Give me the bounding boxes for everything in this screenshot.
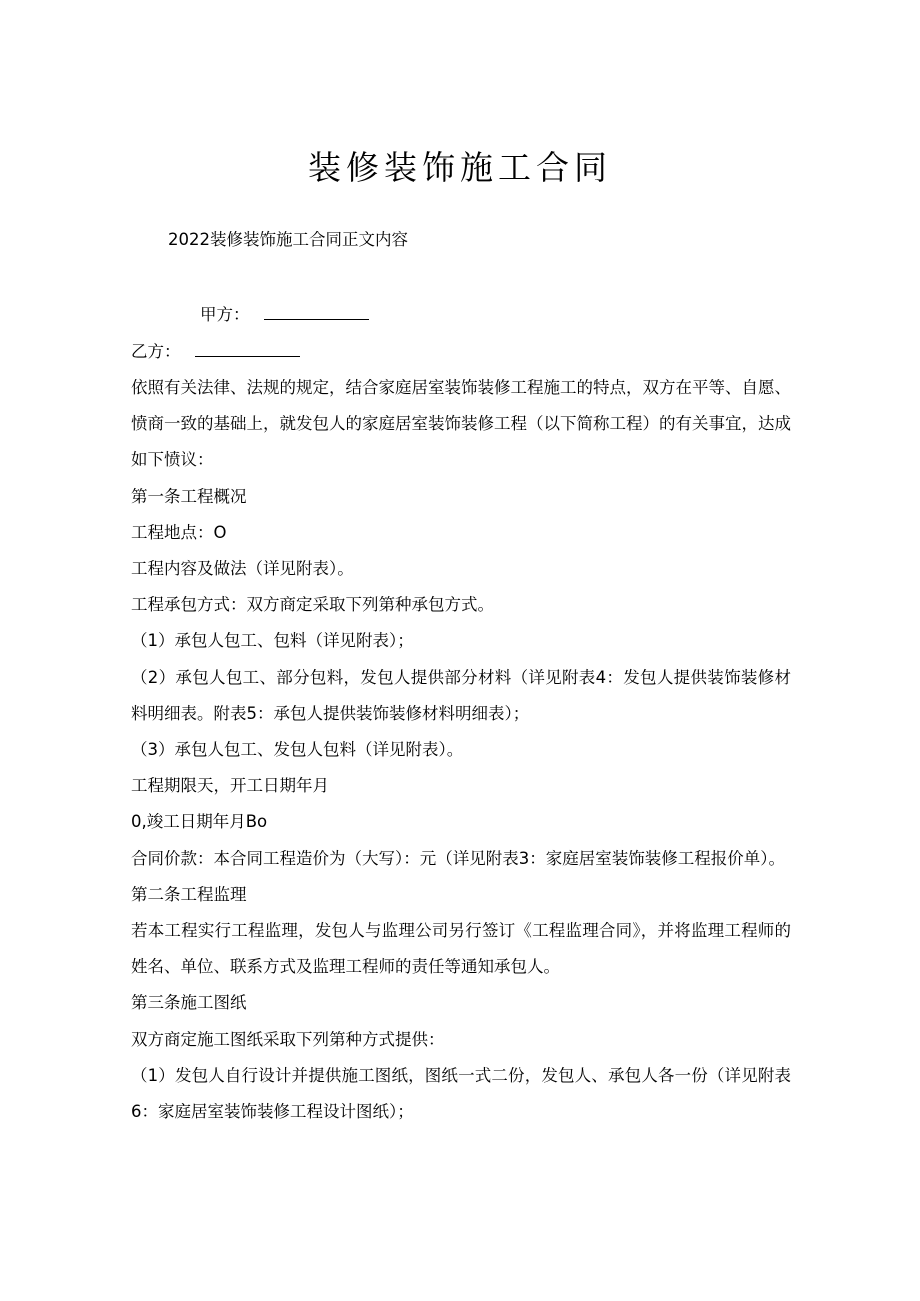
paragraph-drawings-mode: 双方商定施工图纸采取下列第种方式提供： (131, 1029, 445, 1049)
paragraph-contract-price: 合同价款：本合同工程造价为（大写）：元（详见附表3：家庭居室装饰装修工程报价单）。 (131, 848, 785, 868)
paragraph-contract-mode: 工程承包方式：双方商定采取下列第种承包方式。 (131, 595, 494, 615)
paragraph-option-3: （3）承包人包工、发包人包料（详见附表）。 (131, 740, 464, 760)
paragraph-article-2-heading: 第二条工程监理 (131, 884, 247, 904)
party-b-label: 乙方： (131, 342, 181, 361)
document-title: 装修装饰施工合同 (308, 148, 612, 187)
paragraph-completion-date: 0,竣工日期年月Bo (131, 812, 268, 832)
party-a-blank (264, 301, 369, 320)
party-b-blank (195, 338, 300, 357)
document-subtitle: 2022装修装饰施工合同正文内容 (168, 230, 408, 249)
paragraph-option-1: （1）承包人包工、包料（详见附表）； (131, 631, 414, 651)
paragraph-article-1-heading: 第一条工程概况 (131, 486, 247, 506)
paragraph-supervision: 若本工程实行工程监理，发包人与监理公司另行签订《工程监理合同》，并将监理工程师的姓名、单位、联系方式及监理工程师的责任等通知承包人。 (131, 921, 791, 977)
paragraph-drawings-option-1: （1）发包人自行设计并提供施工图纸，图纸一式二份，发包人、承包人各一份（详见附表6：家庭居室装饰装修工程设计图纸）； (131, 1065, 791, 1122)
contract-body (131, 370, 791, 1130)
party-a-label: 甲方： (200, 305, 250, 324)
paragraph-duration: 工程期限天，开工日期年月 (131, 776, 329, 796)
paragraph-preamble: 依照有关法律、法规的规定，结合家庭居室装饰装修工程施工的特点，双方在平等、自愿、愤商一致的基础上，就发包人的家庭居室装饰装修工程（以下简称工程）的有关事宜，达成如下愤议： (131, 378, 791, 470)
party-b-line (131, 338, 300, 364)
party-a-line (200, 301, 369, 327)
paragraph-location: 工程地点：O (131, 522, 227, 542)
paragraph-content: 工程内容及做法（详见附表）。 (131, 559, 354, 579)
paragraph-option-2: （2）承包人包工、部分包料，发包人提供部分材料（详见附表4：发包人提供装饰装修材料明细表。附表5：承包人提供装饰装修材料明细表）； (131, 667, 791, 723)
paragraph-article-3-heading: 第三条施工图纸 (131, 993, 247, 1013)
